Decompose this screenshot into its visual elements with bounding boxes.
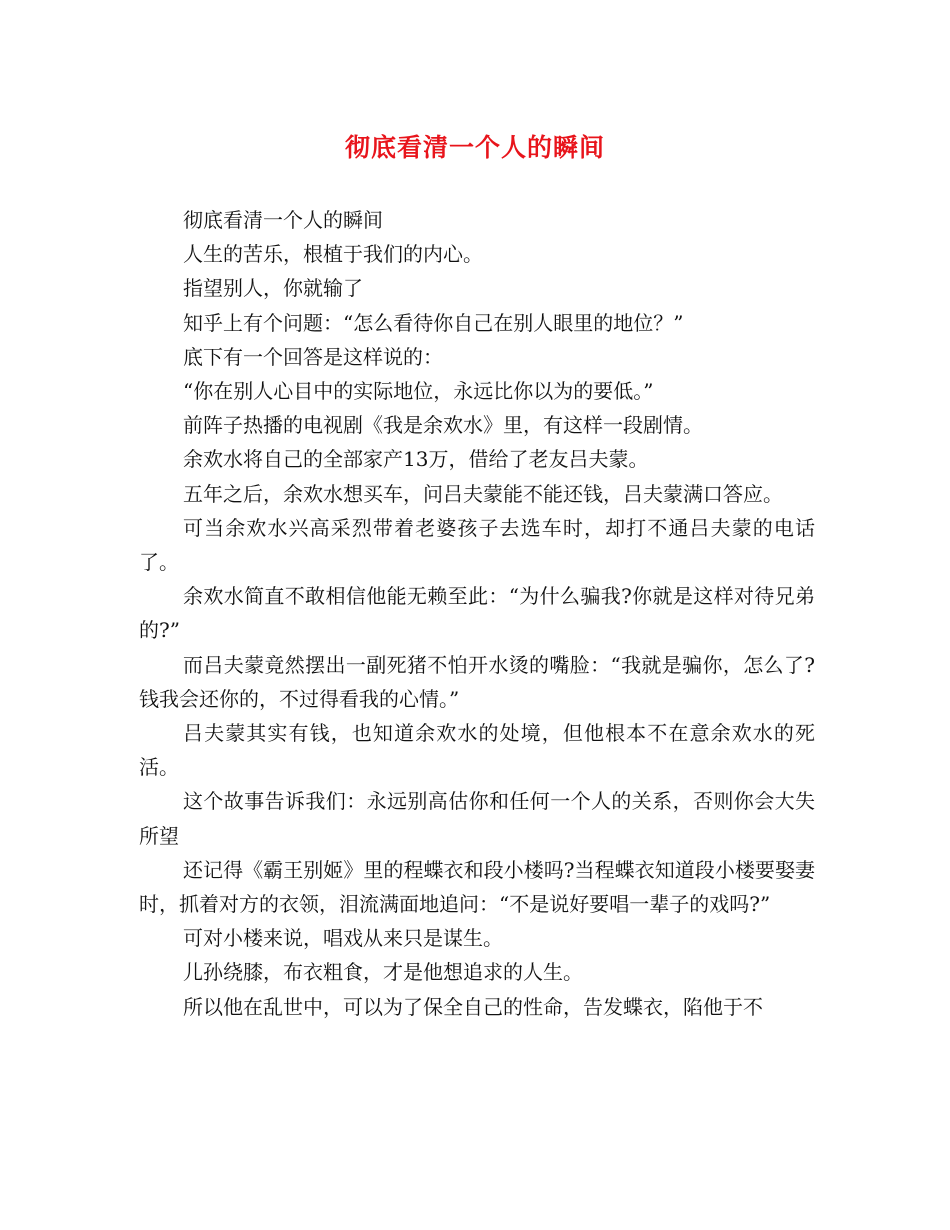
paragraph: 指望别人，你就输了 (183, 276, 363, 301)
paragraph: 前阵子热播的电视剧《我是余欢水》里，有这样一段剧情。 (183, 413, 703, 438)
paragraph: 所以他在乱世中，可以为了保全自己的性命，告发蝶衣，陷他于不 (183, 994, 763, 1019)
paragraph: 可对小楼来说，唱戏从来只是谋生。 (183, 926, 503, 951)
paragraph: 余欢水简直不敢相信他能无赖至此：“为什么骗我?你就是这样对待兄弟的?” (139, 584, 815, 643)
paragraph: 这个故事告诉我们：永远别高估你和任何一个人的关系，否则你会大失所望 (139, 789, 815, 848)
paragraph: “你在别人心目中的实际地位，永远比你以为的要低。” (183, 379, 654, 404)
paragraph: 而吕夫蒙竟然摆出一副死猪不怕开水烫的嘴脸：“我就是骗你，怎么了?钱我会还你的，不过得看我的心情。” (139, 652, 815, 711)
paragraph: 彻底看清一个人的瞬间 (183, 208, 383, 232)
paragraph: 人生的苦乐，根植于我们的内心。 (183, 242, 483, 267)
paragraph: 还记得《霸王别姬》里的程蝶衣和段小楼吗?当程蝶衣知道段小楼要娶妻时，抓着对方的衣领，泪流满面地追问：“不是说好要唱一辈子的戏吗?” (139, 857, 815, 917)
paragraph: 余欢水将自己的全部家产13万，借给了老友吕夫蒙。 (183, 447, 649, 472)
paragraph: 吕夫蒙其实有钱，也知道余欢水的处境，但他根本不在意余欢水的死活。 (139, 721, 815, 780)
paragraph: 底下有一个回答是这样说的： (183, 344, 443, 369)
document-title: 彻底看清一个人的瞬间 (344, 133, 605, 162)
paragraph: 可当余欢水兴高采烈带着老婆孩子去选车时，却打不通吕夫蒙的电话了。 (139, 515, 815, 575)
paragraph: 五年之后，余欢水想买车，问吕夫蒙能不能还钱，吕夫蒙满口答应。 (183, 481, 783, 506)
document-body (139, 203, 815, 1024)
paragraph: 知乎上有个问题：“怎么看待你自己在别人眼里的地位？” (183, 310, 684, 335)
paragraph: 儿孙绕膝，布衣粗食，才是他想追求的人生。 (183, 960, 583, 985)
